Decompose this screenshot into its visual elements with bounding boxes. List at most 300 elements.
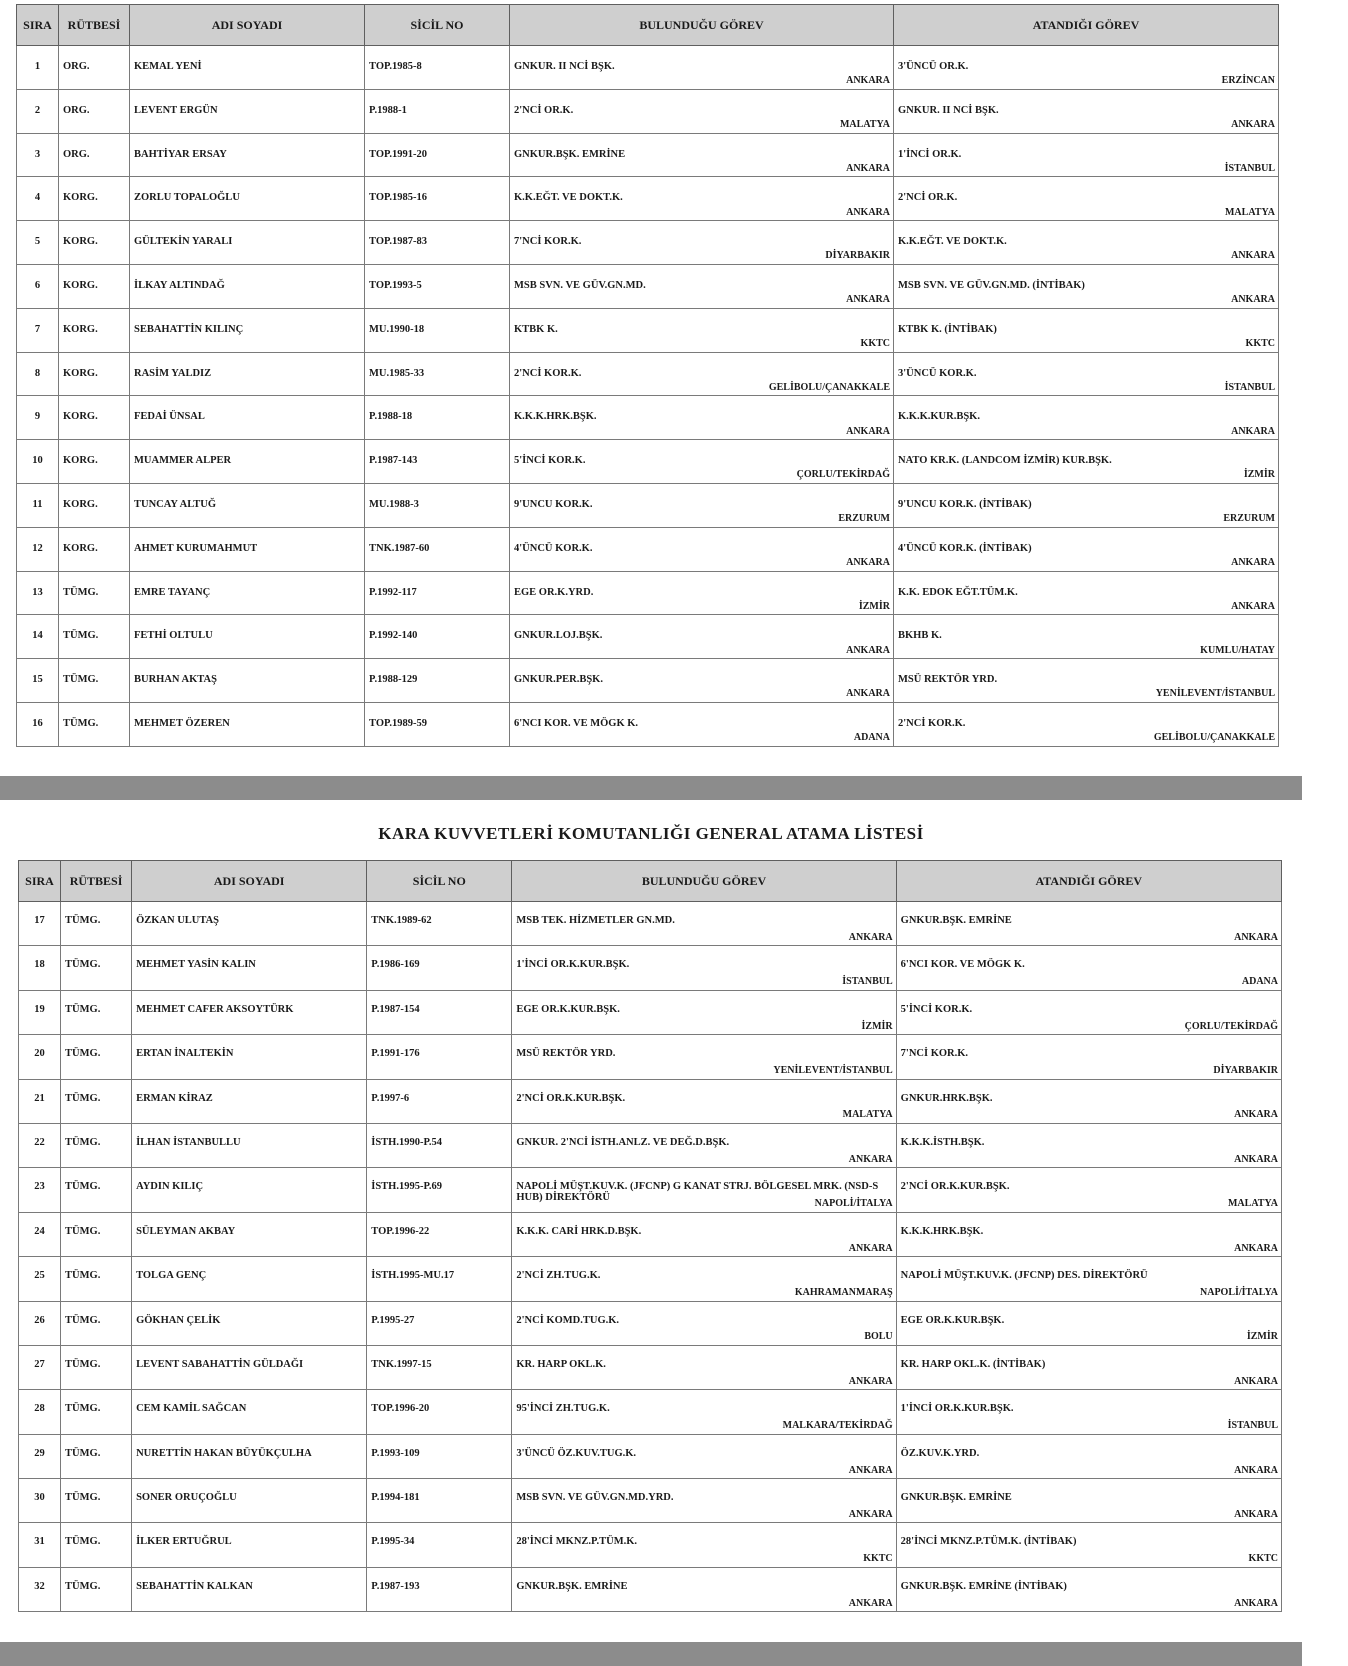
assigned-duty-city: ERZİNCAN bbox=[1221, 75, 1275, 87]
table-row bbox=[17, 659, 1279, 703]
assigned-duty-text: 3'ÜNCÜ KOR.K. bbox=[898, 367, 977, 379]
table-row bbox=[17, 702, 1279, 746]
header-bulundugu-gorev: BULUNDUĞU GÖREV bbox=[510, 5, 894, 46]
row-registry-no: P.1986-169 bbox=[367, 946, 512, 990]
current-duty-text: 1'İNCİ OR.K.KUR.BŞK. bbox=[516, 959, 630, 971]
current-duty-city: ANKARA bbox=[848, 1597, 893, 1609]
header-rutbe: RÜTBESİ bbox=[61, 861, 132, 902]
table-row bbox=[17, 308, 1279, 352]
header-sicil-no: SİCİL NO bbox=[367, 861, 512, 902]
row-current-duty bbox=[510, 89, 894, 133]
row-number: 30 bbox=[19, 1479, 61, 1523]
row-name: BURHAN AKTAŞ bbox=[130, 659, 365, 703]
row-name: İLHAN İSTANBULLU bbox=[132, 1123, 367, 1167]
row-current-duty bbox=[512, 1434, 896, 1478]
assigned-duty-text: EGE OR.K.KUR.BŞK. bbox=[900, 1314, 1005, 1326]
assigned-duty-text: 2'NCİ OR.K. bbox=[898, 192, 958, 204]
row-rank: KORG. bbox=[59, 483, 130, 527]
table-row bbox=[19, 1390, 1282, 1434]
row-registry-no: P.1987-193 bbox=[367, 1567, 512, 1611]
assigned-duty-text: GNKUR.BŞK. EMRİNE bbox=[900, 915, 1012, 926]
row-assigned-duty bbox=[896, 1123, 1281, 1167]
current-duty-city: ANKARA bbox=[846, 688, 890, 700]
current-duty-text: GNKUR.PER.BŞK. bbox=[514, 674, 603, 686]
current-duty-city: MALATYA bbox=[842, 1109, 893, 1121]
row-registry-no: TOP.1996-20 bbox=[367, 1390, 512, 1434]
row-rank: TÜMG. bbox=[61, 1523, 132, 1567]
table-row bbox=[17, 527, 1279, 571]
row-number: 8 bbox=[17, 352, 59, 396]
assigned-duty-text: ÖZ.KUV.K.YRD. bbox=[900, 1447, 980, 1459]
header-adi-soyadi: ADI SOYADI bbox=[130, 5, 365, 46]
current-duty-city: ANKARA bbox=[848, 1242, 893, 1254]
row-registry-no: P.1987-143 bbox=[365, 440, 510, 484]
row-rank: TÜMG. bbox=[61, 1345, 132, 1389]
table-row bbox=[19, 1479, 1282, 1523]
assignment-table-page-2 bbox=[18, 860, 1282, 1612]
table-row bbox=[19, 1301, 1282, 1345]
assigned-duty-text: NATO KR.K. (LANDCOM İZMİR) KUR.BŞK. bbox=[898, 455, 1112, 467]
current-duty-text: MSÜ REKTÖR YRD. bbox=[516, 1048, 616, 1060]
row-current-duty bbox=[512, 1035, 896, 1079]
current-duty-city: DİYARBAKIR bbox=[825, 250, 890, 262]
row-number: 18 bbox=[19, 946, 61, 990]
current-duty-text: 2'NCİ OR.K. bbox=[514, 104, 574, 116]
row-registry-no: TNK.1989-62 bbox=[367, 902, 512, 946]
row-assigned-duty bbox=[894, 571, 1279, 615]
row-registry-no: TOP.1985-8 bbox=[365, 46, 510, 90]
row-current-duty bbox=[512, 902, 896, 946]
assigned-duty-city: ÇORLU/TEKİRDAĞ bbox=[1184, 1020, 1278, 1032]
table-row bbox=[19, 1035, 1282, 1079]
row-current-duty bbox=[512, 1523, 896, 1567]
current-duty-text: K.K.K.HRK.BŞK. bbox=[514, 411, 597, 423]
current-duty-text: MSB SVN. VE GÜV.GN.MD.YRD. bbox=[516, 1492, 674, 1504]
table-row bbox=[17, 440, 1279, 484]
current-duty-city: İZMİR bbox=[861, 1020, 893, 1032]
current-duty-text: 2'NCİ ZH.TUG.K. bbox=[516, 1270, 601, 1282]
row-registry-no: İSTH.1995-P.69 bbox=[367, 1168, 512, 1212]
current-duty-city: ANKARA bbox=[846, 162, 890, 174]
row-current-duty bbox=[510, 571, 894, 615]
row-number: 2 bbox=[17, 89, 59, 133]
row-assigned-duty bbox=[896, 1567, 1281, 1611]
assigned-duty-text: GNKUR.BŞK. EMRİNE (İNTİBAK) bbox=[900, 1580, 1067, 1592]
row-number: 14 bbox=[17, 615, 59, 659]
row-name: CEM KAMİL SAĞCAN bbox=[132, 1390, 367, 1434]
row-name: GÜLTEKİN YARALI bbox=[130, 221, 365, 265]
row-current-duty bbox=[510, 659, 894, 703]
current-duty-text: GNKUR.BŞK. EMRİNE bbox=[514, 148, 626, 160]
row-current-duty bbox=[512, 1567, 896, 1611]
assigned-duty-text: K.K.K.HRK.BŞK. bbox=[900, 1225, 984, 1237]
row-current-duty bbox=[512, 1479, 896, 1523]
row-rank: ORG. bbox=[59, 46, 130, 90]
row-registry-no: TOP.1993-5 bbox=[365, 264, 510, 308]
row-assigned-duty bbox=[896, 990, 1281, 1034]
row-current-duty bbox=[510, 221, 894, 265]
row-rank: TÜMG. bbox=[61, 902, 132, 946]
row-number: 22 bbox=[19, 1123, 61, 1167]
current-duty-text: EGE OR.K.KUR.BŞK. bbox=[516, 1003, 620, 1015]
row-current-duty bbox=[512, 1345, 896, 1389]
row-rank: TÜMG. bbox=[61, 1479, 132, 1523]
row-assigned-duty bbox=[894, 483, 1279, 527]
assigned-duty-city: ANKARA bbox=[1234, 1375, 1278, 1387]
row-assigned-duty bbox=[896, 1168, 1281, 1212]
row-assigned-duty bbox=[896, 1390, 1281, 1434]
row-number: 11 bbox=[17, 483, 59, 527]
assigned-duty-city: ANKARA bbox=[1231, 250, 1275, 262]
assigned-duty-text: 9'UNCU KOR.K. (İNTİBAK) bbox=[898, 498, 1032, 510]
current-duty-text: EGE OR.K.YRD. bbox=[514, 586, 594, 598]
current-duty-text: K.K.K. CARİ HRK.D.BŞK. bbox=[516, 1225, 642, 1237]
row-rank: KORG. bbox=[59, 221, 130, 265]
header-bulundugu-gorev: BULUNDUĞU GÖREV bbox=[512, 861, 896, 902]
row-registry-no: MU.1985-33 bbox=[365, 352, 510, 396]
header-sira: SIRA bbox=[19, 861, 61, 902]
row-number: 21 bbox=[19, 1079, 61, 1123]
row-rank: TÜMG. bbox=[61, 1257, 132, 1301]
row-number: 25 bbox=[19, 1257, 61, 1301]
row-registry-no: P.1997-6 bbox=[367, 1079, 512, 1123]
assigned-duty-city: MALATYA bbox=[1224, 206, 1275, 218]
table-row bbox=[19, 1523, 1282, 1567]
current-duty-text: 9'UNCU KOR.K. bbox=[514, 498, 593, 510]
current-duty-text: 6'NCI KOR. VE MÖGK K. bbox=[514, 717, 639, 729]
assigned-duty-city: ANKARA bbox=[1231, 600, 1275, 612]
header-atandigi-gorev: ATANDIĞI GÖREV bbox=[896, 861, 1281, 902]
row-number: 1 bbox=[17, 46, 59, 90]
row-rank: TÜMG. bbox=[61, 990, 132, 1034]
row-rank: TÜMG. bbox=[61, 1168, 132, 1212]
header-sicil-no: SİCİL NO bbox=[365, 5, 510, 46]
current-duty-city: BOLU bbox=[864, 1331, 893, 1343]
row-current-duty bbox=[512, 1257, 896, 1301]
row-name: AYDIN KILIÇ bbox=[132, 1168, 367, 1212]
row-assigned-duty bbox=[896, 1257, 1281, 1301]
row-name: FETHİ OLTULU bbox=[130, 615, 365, 659]
header-rutbe: RÜTBESİ bbox=[59, 5, 130, 46]
header-sira: SIRA bbox=[17, 5, 59, 46]
current-duty-text: 7'NCİ KOR.K. bbox=[514, 236, 582, 248]
row-current-duty bbox=[512, 1212, 896, 1256]
row-name: ERTAN İNALTEKİN bbox=[132, 1035, 367, 1079]
table-row bbox=[19, 1257, 1282, 1301]
table-header-row bbox=[19, 861, 1282, 902]
row-assigned-duty bbox=[896, 1079, 1281, 1123]
table-row bbox=[17, 177, 1279, 221]
assigned-duty-text: MSB SVN. VE GÜV.GN.MD. (İNTİBAK) bbox=[898, 279, 1085, 291]
assigned-duty-city: KUMLU/HATAY bbox=[1200, 644, 1275, 656]
table-row bbox=[19, 1434, 1282, 1478]
row-current-duty bbox=[510, 483, 894, 527]
row-registry-no: P.1995-27 bbox=[367, 1301, 512, 1345]
row-rank: TÜMG. bbox=[59, 615, 130, 659]
assigned-duty-text: 2'NCİ KOR.K. bbox=[898, 717, 966, 729]
row-assigned-duty bbox=[894, 702, 1279, 746]
assigned-duty-text: K.K.K.KUR.BŞK. bbox=[898, 411, 980, 423]
row-assigned-duty bbox=[896, 1523, 1281, 1567]
row-name: EMRE TAYANÇ bbox=[130, 571, 365, 615]
current-duty-city: NAPOLİ/İTALYA bbox=[814, 1198, 893, 1210]
assigned-duty-text: KR. HARP OKL.K. (İNTİBAK) bbox=[900, 1358, 1046, 1370]
current-duty-city: MALATYA bbox=[839, 119, 890, 131]
table-row bbox=[17, 352, 1279, 396]
row-name: NURETTİN HAKAN BÜYÜKÇULHA bbox=[132, 1434, 367, 1478]
row-current-duty bbox=[510, 396, 894, 440]
row-name: MUAMMER ALPER bbox=[130, 440, 365, 484]
assigned-duty-text: 6'NCI KOR. VE MÖGK K. bbox=[900, 959, 1025, 971]
row-name: SEBAHATTİN KILINÇ bbox=[130, 308, 365, 352]
row-registry-no: TNK.1997-15 bbox=[367, 1345, 512, 1389]
table-row bbox=[19, 1079, 1282, 1123]
row-current-duty bbox=[510, 46, 894, 90]
assigned-duty-text: 1'İNCİ OR.K.KUR.BŞK. bbox=[900, 1403, 1014, 1415]
row-assigned-duty bbox=[896, 1479, 1281, 1523]
assigned-duty-city: ADANA bbox=[1241, 976, 1278, 988]
assignment-table-page-1 bbox=[16, 4, 1279, 747]
row-assigned-duty bbox=[894, 440, 1279, 484]
row-rank: KORG. bbox=[59, 177, 130, 221]
row-assigned-duty bbox=[894, 89, 1279, 133]
current-duty-city: ERZURUM bbox=[838, 513, 890, 525]
current-duty-city: ANKARA bbox=[848, 1375, 893, 1387]
table-row bbox=[19, 902, 1282, 946]
row-number: 26 bbox=[19, 1301, 61, 1345]
row-rank: TÜMG. bbox=[61, 1212, 132, 1256]
current-duty-text: GNKUR.BŞK. EMRİNE bbox=[516, 1580, 628, 1592]
row-current-duty bbox=[512, 1079, 896, 1123]
assigned-duty-city: İZMİR bbox=[1246, 1331, 1278, 1343]
row-current-duty bbox=[512, 1390, 896, 1434]
assigned-duty-text: 5'İNCİ KOR.K. bbox=[900, 1003, 973, 1015]
assigned-duty-city: ANKARA bbox=[1231, 425, 1275, 437]
current-duty-text: MSB SVN. VE GÜV.GN.MD. bbox=[514, 279, 646, 291]
row-number: 9 bbox=[17, 396, 59, 440]
row-current-duty bbox=[512, 1301, 896, 1345]
row-number: 13 bbox=[17, 571, 59, 615]
row-name: TOLGA GENÇ bbox=[132, 1257, 367, 1301]
table-row bbox=[19, 946, 1282, 990]
assigned-duty-text: 3'ÜNCÜ OR.K. bbox=[898, 61, 969, 72]
row-current-duty bbox=[510, 177, 894, 221]
row-name: LEVENT ERGÜN bbox=[130, 89, 365, 133]
assigned-duty-city: ANKARA bbox=[1234, 1153, 1278, 1165]
row-registry-no: P.1988-129 bbox=[365, 659, 510, 703]
page-separator bbox=[0, 1642, 1302, 1666]
row-number: 6 bbox=[17, 264, 59, 308]
table-row bbox=[17, 133, 1279, 177]
assigned-duty-text: 28'İNCİ MKNZ.P.TÜM.K. (İNTİBAK) bbox=[900, 1536, 1077, 1548]
current-duty-text: NAPOLİ MÜŞT.KUV.K. (JFCNP) G KANAT STRJ. BÖLGESEL MRK. (NSD-S HUB) DİREKTÖRÜ bbox=[516, 1181, 879, 1204]
row-number: 24 bbox=[19, 1212, 61, 1256]
assigned-duty-city: İSTANBUL bbox=[1224, 381, 1275, 393]
row-rank: KORG. bbox=[59, 396, 130, 440]
row-rank: TÜMG. bbox=[61, 1434, 132, 1478]
row-number: 19 bbox=[19, 990, 61, 1034]
assigned-duty-text: K.K.K.İSTH.BŞK. bbox=[900, 1136, 985, 1148]
row-name: İLKAY ALTINDAĞ bbox=[130, 264, 365, 308]
current-duty-city: MALKARA/TEKİRDAĞ bbox=[782, 1420, 893, 1432]
assigned-duty-city: ERZURUM bbox=[1223, 513, 1275, 525]
current-duty-city: ANKARA bbox=[846, 206, 890, 218]
row-current-duty bbox=[510, 308, 894, 352]
row-number: 5 bbox=[17, 221, 59, 265]
current-duty-text: K.K.EĞT. VE DOKT.K. bbox=[514, 192, 623, 204]
row-current-duty bbox=[512, 1168, 896, 1212]
current-duty-city: KKTC bbox=[860, 338, 890, 350]
current-duty-city: ANKARA bbox=[848, 931, 893, 943]
row-registry-no: P.1992-140 bbox=[365, 615, 510, 659]
row-rank: ORG. bbox=[59, 89, 130, 133]
row-name: KEMAL YENİ bbox=[130, 46, 365, 90]
row-number: 12 bbox=[17, 527, 59, 571]
row-number: 20 bbox=[19, 1035, 61, 1079]
row-name: AHMET KURUMAHMUT bbox=[130, 527, 365, 571]
row-name: MEHMET ÖZEREN bbox=[130, 702, 365, 746]
row-name: GÖKHAN ÇELİK bbox=[132, 1301, 367, 1345]
table-row bbox=[17, 483, 1279, 527]
table-row bbox=[17, 396, 1279, 440]
row-rank: TÜMG. bbox=[61, 946, 132, 990]
assigned-duty-city: GELİBOLU/ÇANAKKALE bbox=[1153, 732, 1275, 744]
assigned-duty-city: KKTC bbox=[1245, 338, 1275, 350]
row-assigned-duty bbox=[896, 902, 1281, 946]
row-rank: TÜMG. bbox=[61, 1079, 132, 1123]
list-title: KARA KUVVETLERİ KOMUTANLIĞI GENERAL ATAMA LİSTESİ bbox=[378, 824, 924, 843]
row-name: BAHTİYAR ERSAY bbox=[130, 133, 365, 177]
row-number: 7 bbox=[17, 308, 59, 352]
assigned-duty-city: KKTC bbox=[1248, 1553, 1278, 1565]
assigned-duty-text: 1'İNCİ OR.K. bbox=[898, 148, 962, 160]
row-registry-no: TOP.1985-16 bbox=[365, 177, 510, 221]
row-registry-no: P.1988-1 bbox=[365, 89, 510, 133]
assigned-duty-text: 7'NCİ KOR.K. bbox=[900, 1048, 969, 1060]
current-duty-text: 28'İNCİ MKNZ.P.TÜM.K. bbox=[516, 1536, 638, 1548]
table-row bbox=[19, 1567, 1282, 1611]
row-current-duty bbox=[510, 527, 894, 571]
assigned-duty-city: ANKARA bbox=[1234, 931, 1278, 943]
current-duty-city: ANKARA bbox=[848, 1464, 893, 1476]
row-number: 16 bbox=[17, 702, 59, 746]
row-assigned-duty bbox=[894, 264, 1279, 308]
row-current-duty bbox=[510, 615, 894, 659]
assigned-duty-text: 2'NCİ OR.K.KUR.BŞK. bbox=[900, 1181, 1010, 1193]
row-assigned-duty bbox=[896, 1035, 1281, 1079]
assigned-duty-city: ANKARA bbox=[1231, 119, 1275, 131]
row-rank: TÜMG. bbox=[61, 1123, 132, 1167]
row-registry-no: P.1993-109 bbox=[367, 1434, 512, 1478]
row-registry-no: TOP.1989-59 bbox=[365, 702, 510, 746]
row-registry-no: İSTH.1990-P.54 bbox=[367, 1123, 512, 1167]
table-header-row bbox=[17, 5, 1279, 46]
table-row bbox=[19, 990, 1282, 1034]
row-name: TUNCAY ALTUĞ bbox=[130, 483, 365, 527]
row-registry-no: P.1988-18 bbox=[365, 396, 510, 440]
row-assigned-duty bbox=[896, 1434, 1281, 1478]
current-duty-city: İSTANBUL bbox=[842, 976, 893, 988]
table-row bbox=[17, 571, 1279, 615]
row-assigned-duty bbox=[896, 1301, 1281, 1345]
header-adi-soyadi: ADI SOYADI bbox=[132, 861, 367, 902]
assigned-duty-city: ANKARA bbox=[1234, 1508, 1278, 1520]
row-current-duty bbox=[510, 440, 894, 484]
current-duty-text: GNKUR. 2'NCİ İSTH.ANLZ. VE DEĞ.D.BŞK. bbox=[516, 1136, 730, 1148]
row-name: RASİM YALDIZ bbox=[130, 352, 365, 396]
row-rank: KORG. bbox=[59, 352, 130, 396]
table-row bbox=[19, 1123, 1282, 1167]
assigned-duty-city: ANKARA bbox=[1231, 294, 1275, 306]
row-current-duty bbox=[512, 1123, 896, 1167]
row-current-duty bbox=[512, 946, 896, 990]
row-rank: KORG. bbox=[59, 527, 130, 571]
current-duty-text: GNKUR.LOJ.BŞK. bbox=[514, 630, 603, 642]
current-duty-city: YENİLEVENT/İSTANBUL bbox=[773, 1065, 893, 1077]
row-assigned-duty bbox=[896, 946, 1281, 990]
assigned-duty-text: 4'ÜNCÜ KOR.K. (İNTİBAK) bbox=[898, 542, 1032, 554]
row-name: MEHMET CAFER AKSOYTÜRK bbox=[132, 990, 367, 1034]
row-rank: TÜMG. bbox=[59, 571, 130, 615]
current-duty-text: 95'İNCİ ZH.TUG.K. bbox=[516, 1403, 610, 1415]
assigned-duty-city: ANKARA bbox=[1234, 1242, 1278, 1254]
page-separator bbox=[0, 776, 1302, 800]
row-assigned-duty bbox=[894, 659, 1279, 703]
row-name: SONER ORUÇOĞLU bbox=[132, 1479, 367, 1523]
current-duty-city: ANKARA bbox=[848, 1508, 893, 1520]
current-duty-city: ANKARA bbox=[846, 644, 890, 656]
row-current-duty bbox=[510, 264, 894, 308]
current-duty-text: MSB TEK. HİZMETLER GN.MD. bbox=[516, 915, 675, 926]
current-duty-text: 2'NCİ KOR.K. bbox=[514, 367, 582, 379]
row-number: 10 bbox=[17, 440, 59, 484]
table-row bbox=[19, 1345, 1282, 1389]
row-name: İLKER ERTUĞRUL bbox=[132, 1523, 367, 1567]
row-rank: KORG. bbox=[59, 308, 130, 352]
assigned-duty-text: GNKUR.HRK.BŞK. bbox=[900, 1092, 993, 1104]
row-assigned-duty bbox=[894, 308, 1279, 352]
table-row bbox=[17, 221, 1279, 265]
row-number: 31 bbox=[19, 1523, 61, 1567]
row-assigned-duty bbox=[894, 177, 1279, 221]
current-duty-text: 4'ÜNCÜ KOR.K. bbox=[514, 542, 593, 554]
assigned-duty-city: ANKARA bbox=[1234, 1597, 1278, 1609]
current-duty-text: GNKUR. II NCİ BŞK. bbox=[514, 61, 615, 72]
assigned-duty-city: DİYARBAKIR bbox=[1213, 1065, 1278, 1077]
row-registry-no: P.1987-154 bbox=[367, 990, 512, 1034]
assigned-duty-text: GNKUR.BŞK. EMRİNE bbox=[900, 1492, 1012, 1504]
row-name: ÖZKAN ULUTAŞ bbox=[132, 902, 367, 946]
assigned-duty-city: YENİLEVENT/İSTANBUL bbox=[1155, 688, 1275, 700]
row-rank: TÜMG. bbox=[61, 1567, 132, 1611]
current-duty-city: KAHRAMANMARAŞ bbox=[794, 1287, 893, 1299]
current-duty-text: 3'ÜNCÜ ÖZ.KUV.TUG.K. bbox=[516, 1447, 637, 1459]
row-rank: TÜMG. bbox=[59, 702, 130, 746]
row-rank: TÜMG. bbox=[61, 1035, 132, 1079]
table-row bbox=[19, 1168, 1282, 1212]
row-rank: KORG. bbox=[59, 440, 130, 484]
row-number: 32 bbox=[19, 1567, 61, 1611]
assigned-duty-text: K.K.EĞT. VE DOKT.K. bbox=[898, 236, 1007, 248]
row-name: SÜLEYMAN AKBAY bbox=[132, 1212, 367, 1256]
assigned-duty-text: KTBK K. (İNTİBAK) bbox=[898, 323, 997, 335]
row-current-duty bbox=[510, 352, 894, 396]
table-row bbox=[19, 1212, 1282, 1256]
assigned-duty-city: NAPOLİ/İTALYA bbox=[1200, 1287, 1278, 1299]
row-current-duty bbox=[510, 702, 894, 746]
row-registry-no: TOP.1987-83 bbox=[365, 221, 510, 265]
row-registry-no: P.1991-176 bbox=[367, 1035, 512, 1079]
